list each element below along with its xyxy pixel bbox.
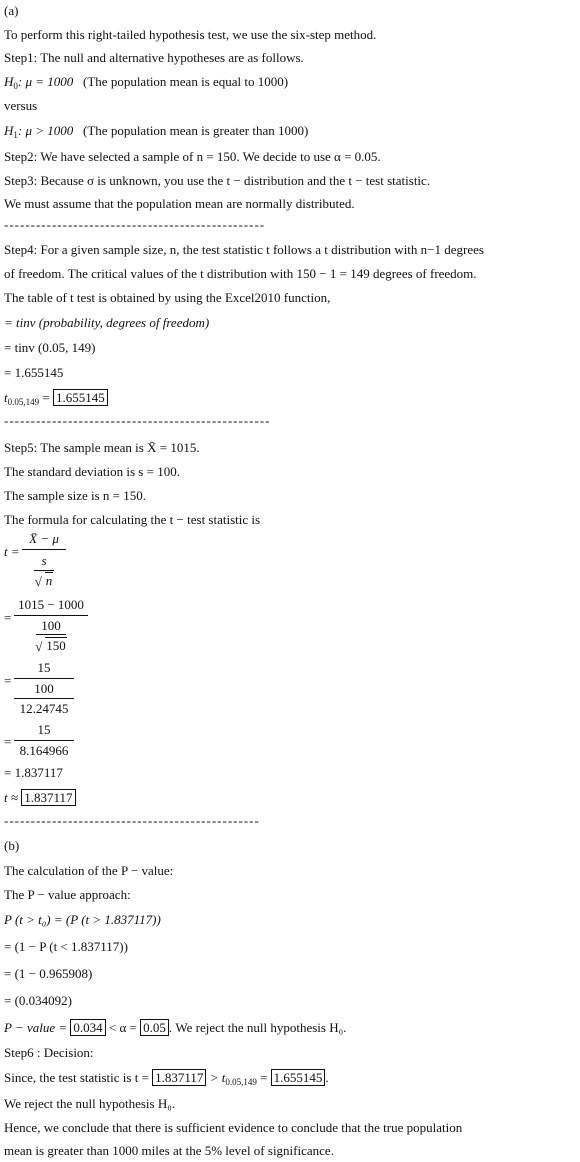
- step4-line1: Step4: For a given sample size, n, the test statistic t follows a t distribution with n−1 degrees: [4, 242, 484, 257]
- step4-line2: of freedom. The critical values of the t distribution with 150 − 1 = 149 degrees of freedom.: [4, 266, 477, 281]
- h0-note: (The population mean is equal to 1000): [83, 74, 289, 89]
- reject-text: We reject the null hypothesis H₀.: [4, 1096, 175, 1111]
- sub1-eq: =: [4, 610, 12, 625]
- sub1-den-bottom: √ 150: [35, 638, 66, 654]
- sub1-den-top: 100: [41, 618, 61, 633]
- since-lhs: Since, the test statistic is t =: [4, 1070, 153, 1085]
- null-hypothesis: [4, 74, 288, 90]
- p-value-comparison: [4, 1020, 346, 1036]
- t-formula-lhs: t =: [4, 544, 20, 559]
- step5-formula-intro: The formula for calculating the t − test statistic is: [4, 512, 261, 527]
- p-value-approach: The P − value approach:: [4, 887, 131, 902]
- intro-text: To perform this right-tailed hypothesis test, we use the six-step method.: [4, 27, 377, 42]
- divider-1: -------------------------------------------------: [4, 218, 266, 232]
- tcrit-symbol: t: [4, 390, 8, 405]
- part-a-label: (a): [4, 3, 19, 18]
- t-approx: [4, 790, 76, 806]
- sub1-den-bar: [36, 634, 66, 635]
- alternative-hypothesis: [4, 123, 308, 139]
- t-formula-den-bar: [34, 570, 54, 571]
- sub3-numerator: 15: [37, 722, 51, 737]
- divider-3: ------------------------------------------------: [4, 814, 260, 828]
- t-approx-boxed: 1.837117: [21, 789, 75, 806]
- h0-symbol: H: [4, 74, 14, 89]
- h0-subscript: 0: [13, 81, 18, 91]
- step5-sd: The standard deviation is s = 100.: [4, 464, 180, 479]
- step5-mean: Step5: The sample mean is X̄ = 1015.: [4, 440, 200, 455]
- sub3-denominator: 8.164966: [19, 743, 69, 758]
- since-eq: =: [256, 1070, 271, 1085]
- tinv-formula: = tinv (probability, degrees of freedom): [4, 315, 210, 330]
- p-step-2: = (1 − P (t < 1.837117)): [4, 939, 128, 954]
- h0-equation: : μ = 1000: [17, 74, 74, 89]
- t-formula-den-bottom: √ n: [34, 573, 53, 589]
- sub3-bar: [14, 740, 74, 741]
- p-step-1: P (t > t₀) = (P (t > 1.837117)): [4, 912, 161, 927]
- conclusion-line1: Hence, we conclude that there is sufficient evidence to conclude that the true population: [4, 1120, 463, 1135]
- sub2-eq: =: [4, 673, 12, 688]
- tcrit-boxed-value: 1.655145: [53, 389, 108, 406]
- h1-subscript: 1: [13, 130, 18, 140]
- tcrit-subscript: 0.05,149: [7, 397, 40, 407]
- step2-text: Step2: We have selected a sample of n = 150. We decide to use α = 0.05.: [4, 149, 381, 164]
- tinv-values: = tinv (0.05, 149): [4, 340, 96, 355]
- h1-symbol: H: [4, 123, 14, 138]
- step4-line3: The table of t test is obtained by using the Excel2010 function,: [4, 290, 331, 305]
- since-boxed-t: 1.837117: [152, 1069, 206, 1086]
- tcrit-eq: =: [39, 390, 53, 405]
- sub3-eq: =: [4, 734, 12, 749]
- decision-line: [4, 1070, 329, 1086]
- step1-text: Step1: The null and alternative hypotheses are as follows.: [4, 50, 304, 65]
- since-boxed-crit: 1.655145: [271, 1069, 326, 1086]
- t-formula-bar: [22, 549, 66, 550]
- h1-note: (The population mean is greater than 1000): [83, 123, 309, 138]
- t-formula-den-top: s: [41, 553, 47, 568]
- p-step-4: = (0.034092): [4, 993, 72, 1008]
- sub2-numerator: 15: [37, 660, 51, 675]
- step6-text: Step6 : Decision:: [4, 1045, 94, 1060]
- p-value-calc-title: The calculation of the P − value:: [4, 863, 174, 878]
- sub2-den-bottom: 12.24745: [19, 701, 69, 716]
- p-step-3: = (1 − 0.965908): [4, 966, 93, 981]
- alpha-boxed: 0.05: [140, 1019, 169, 1036]
- sub2-den-bar: [14, 698, 74, 699]
- since-subscript: 0.05,149: [225, 1077, 257, 1087]
- t-result: = 1.837117: [4, 765, 63, 780]
- versus-text: versus: [4, 98, 38, 113]
- sub2-bar: [14, 678, 74, 679]
- assumption-text: We must assume that the population mean are normally distributed.: [4, 196, 355, 211]
- pval-tail: . We reject the null hypothesis H₀.: [168, 1020, 347, 1035]
- sub1-numerator: 1015 − 1000: [18, 597, 84, 612]
- t-approx-lhs: t ≈: [4, 790, 22, 805]
- critical-value: [4, 390, 108, 406]
- part-b-label: (b): [4, 838, 20, 853]
- since-tail: .: [325, 1070, 329, 1085]
- tinv-result: = 1.655145: [4, 365, 64, 380]
- step3-text: Step3: Because σ is unknown, you use the t − distribution and the t − test statistic.: [4, 173, 431, 188]
- sub2-den-top: 100: [34, 681, 54, 696]
- conclusion-line2: mean is greater than 1000 miles at the 5% level of significance.: [4, 1143, 334, 1158]
- divider-2: --------------------------------------------------: [4, 414, 271, 428]
- step5-n: The sample size is n = 150.: [4, 488, 146, 503]
- h1-equation: : μ > 1000: [17, 123, 74, 138]
- pval-boxed: 0.034: [70, 1019, 105, 1036]
- pval-lhs: P − value =: [4, 1020, 71, 1035]
- pval-mid: < α =: [105, 1020, 141, 1035]
- t-formula-numerator: X̄ − μ: [29, 531, 59, 546]
- since-mid: > t: [206, 1070, 226, 1085]
- sub1-bar: [14, 615, 88, 616]
